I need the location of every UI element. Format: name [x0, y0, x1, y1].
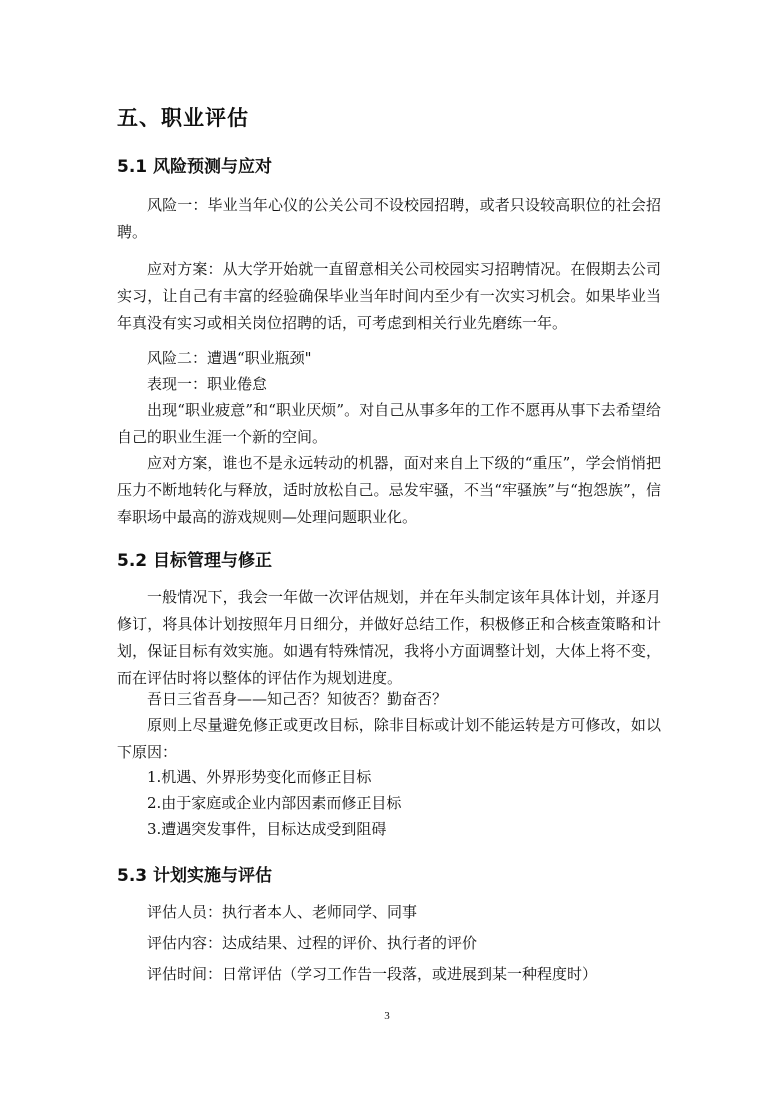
page-title: 五、职业评估 [117, 106, 249, 130]
paragraph-risk-two: 风险二：遭遇“职业瓶颈" [147, 349, 312, 367]
paragraph-burnout: 出现“职业疲意”和“职业厌烦”。对自己从事多年的工作不愿再从事下去希望给自己的职业生涯一个新的空间。 [117, 401, 661, 446]
list-item-2: 2.由于家庭或企业内部因素而修正目标 [147, 794, 402, 812]
list-item-1: 1.机遇、外界形势变化而修正目标 [147, 768, 372, 786]
paragraph-evaluators: 评估人员：执行者本人、老师同学、同事 [147, 903, 418, 921]
paragraph-evaluation-time: 评估时间：日常评估（学习工作告一段落，或进展到某一种程度时） [147, 965, 598, 983]
paragraph-risk-one: 风险一：毕业当年心仪的公关公司不设校园招聘，或者只设较高职位的社会招聘。 [117, 196, 661, 241]
paragraph-response-plan-one: 应对方案：从大学开始就一直留意相关公司校园实习招聘情况。在假期去公司实习，让自己有丰富的经验确保毕业当年时间内至少有一次实习机会。如果毕业当年真没有实习或相关岗位招聘的话，可考虑到相关行业先磨练一年。 [117, 260, 661, 332]
paragraph-evaluation-content: 评估内容：达成结果、过程的评价、执行者的评价 [147, 934, 478, 952]
list-item-3: 3.遭遇突发事件，目标达成受到阻碍 [147, 820, 387, 838]
paragraph-response-plan-two: 应对方案，谁也不是永远转动的机器，面对来自上下级的“重压”，学会悄悄把压力不断地转化与释放，适时放松自己。忌发牢骚，不当“牢骚族”与“抱怨族”，信奉职场中最高的游戏规则—处理问题职业化。 [117, 454, 661, 526]
paragraph-symptom-one: 表现一：职业倦怠 [147, 375, 268, 393]
section-heading-5-3: 5.3 计划实施与评估 [117, 866, 273, 886]
paragraph-goal-management: 一般情况下，我会一年做一次评估规划，并在年头制定该年具体计划，并逐月修订，将具体计划按照年月日细分，并做好总结工作，积极修正和合核查策略和计划，保证目标有效实施。如遇有特殊情况，我将小方面调整计划，大体上将不变，而在评估时将以整体的评估作为规划进度。 [117, 588, 661, 687]
section-heading-5-1: 5.1 风险预测与应对 [117, 157, 273, 177]
paragraph-revision-principle: 原则上尽量避免修正或更改目标，除非目标或计划不能运转是方可修改，如以下原因： [117, 716, 661, 761]
section-heading-5-2: 5.2 目标管理与修正 [117, 551, 273, 571]
paragraph-self-reflection: 吾日三省吾身——知己否？知彼否？勤奋否？ [147, 690, 448, 708]
page-number: 3 [384, 1010, 390, 1022]
